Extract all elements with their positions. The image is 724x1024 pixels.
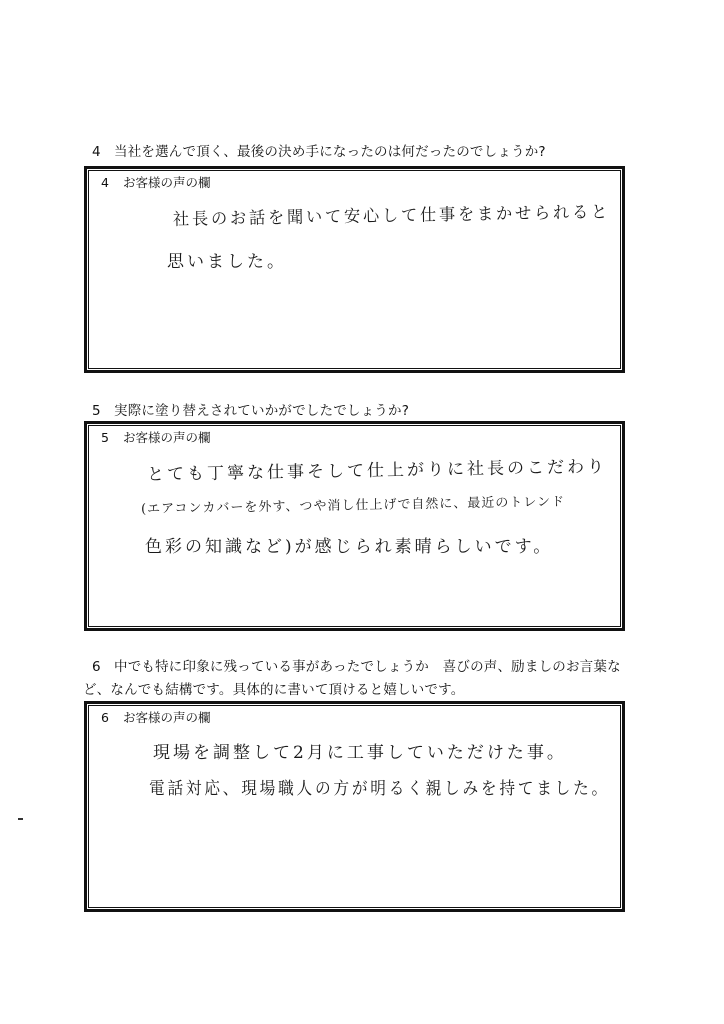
question-text-line2: ど、なんでも結構です。具体的に書いて頂けると嬉しいです。 [83, 682, 465, 698]
question-text: 中でも特に印象に残っている事があったでしょうか 喜びの声、励ましのお言葉な [114, 659, 621, 675]
box-label [101, 173, 211, 191]
question-6 [92, 656, 621, 678]
box-label-text: お客様の声の欄 [123, 175, 211, 190]
box-label [101, 428, 211, 446]
handwritten-answer-line: 電話対応、現場職人の方が明るく親しみを持てました。 [149, 779, 610, 799]
answer-box-5 [84, 421, 625, 631]
question-4 [92, 141, 546, 163]
question-number: 5 [92, 403, 101, 419]
box-number: 6 [101, 710, 109, 725]
box-number: 5 [101, 430, 109, 445]
box-label [101, 708, 211, 726]
handwritten-answer-line: 色彩の知識など)が感じられ素晴らしいです。 [145, 537, 554, 557]
handwritten-answer-line: 社長のお話を聞いて安心して仕事をまかせられると [172, 202, 611, 230]
handwritten-answer-line: (エアコンカバーを外す、つや消し仕上げで自然に、最近のトレンド [140, 494, 566, 517]
question-5 [92, 400, 409, 422]
question-text: 実際に塗り替えされていかがでしたでしょうか? [114, 403, 410, 419]
question-text: 当社を選んで頂く、最後の決め手になったのは何だったのでしょうか? [114, 144, 546, 160]
question-number: 6 [92, 659, 101, 675]
handwritten-answer-line: 現場を調整して2月に工事していただけた事。 [153, 743, 567, 763]
handwritten-answer-line: とても丁寧な仕事そして仕上がりに社長のこだわり [146, 456, 608, 485]
question-number: 4 [92, 144, 101, 160]
answer-box-4 [84, 166, 625, 373]
question-6-continued [83, 679, 464, 701]
box-label-text: お客様の声の欄 [123, 710, 211, 725]
margin-mark [18, 818, 23, 820]
box-label-text: お客様の声の欄 [123, 430, 211, 445]
handwritten-answer-line: 思いました。 [167, 252, 287, 272]
box-number: 4 [101, 175, 109, 190]
answer-box-6 [84, 701, 625, 912]
